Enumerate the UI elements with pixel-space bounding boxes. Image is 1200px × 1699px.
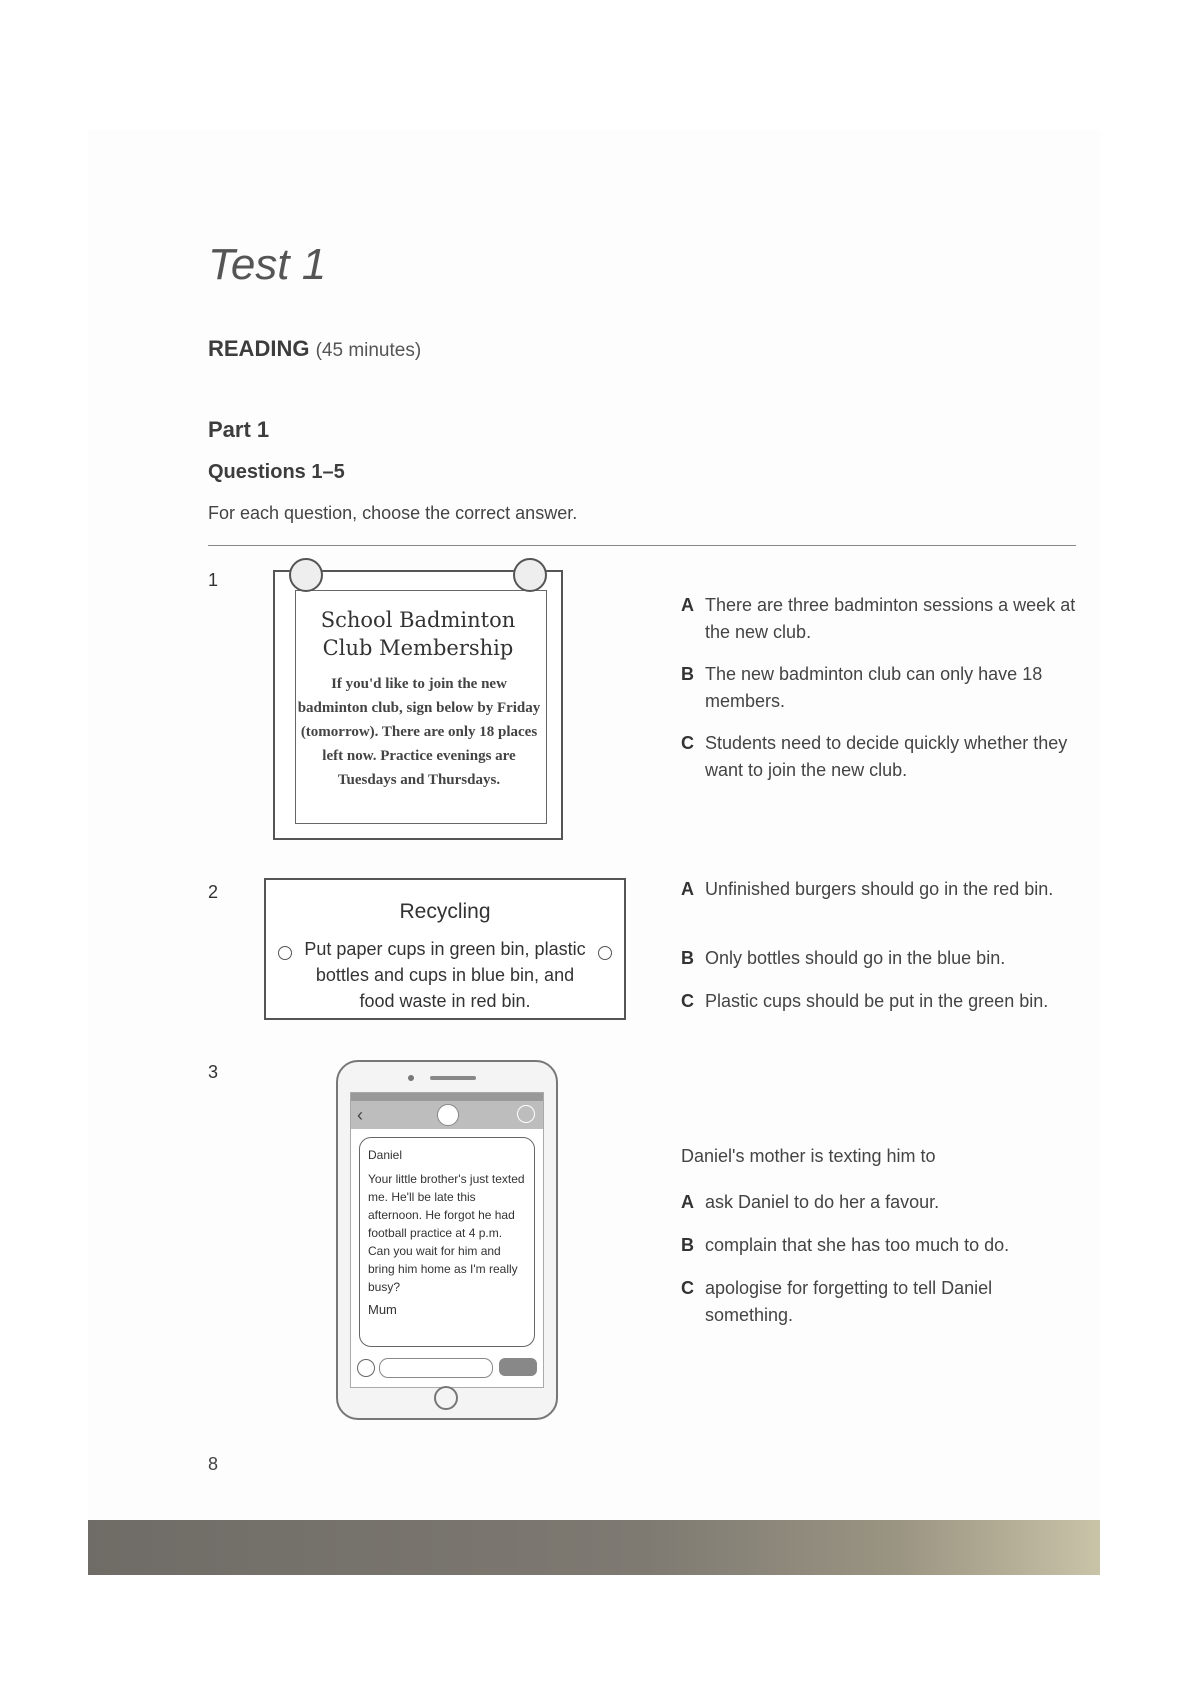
question-number: 3 <box>208 1062 219 1082</box>
option-text: There are three badminton sessions a week at the new club. <box>705 595 1076 642</box>
test-title: Test 1 <box>208 240 327 289</box>
option-letter: C <box>681 1278 694 1298</box>
notice-title <box>285 606 551 662</box>
divider <box>208 545 1076 546</box>
notice-body: Put paper cups in green bin, plastic bottles and cups in blue bin, and food waste in red bin. <box>304 939 586 1011</box>
camera-icon <box>357 1359 375 1377</box>
part-heading: Part 1 <box>208 417 270 442</box>
option-text: Plastic cups should be put in the green bin. <box>705 991 1049 1011</box>
option-text: apologise for forgetting to tell Daniel something. <box>705 1278 993 1325</box>
back-icon: ‹ <box>357 1105 363 1125</box>
option-letter: C <box>681 733 694 753</box>
message-input <box>379 1358 493 1378</box>
option-letter: A <box>681 1192 694 1212</box>
chat-header <box>351 1101 543 1129</box>
message-sender: Daniel <box>368 1148 403 1162</box>
option-text: Students need to decide quickly whether they want to join the new club. <box>705 733 1068 780</box>
send-button <box>499 1358 537 1376</box>
option-letter: C <box>681 991 694 1011</box>
pin-icon <box>513 558 547 592</box>
section-heading <box>208 336 421 362</box>
status-bar <box>351 1093 543 1101</box>
message-bubble <box>359 1137 535 1347</box>
question-number: 2 <box>208 882 219 902</box>
option-text: Unfinished burgers should go in the red bin. <box>705 879 1054 899</box>
option-text: complain that she has too much to do. <box>705 1235 1010 1255</box>
screw-icon <box>598 946 612 960</box>
option-c[interactable] <box>681 988 1081 1015</box>
option-letter: A <box>681 595 694 615</box>
info-icon <box>517 1105 535 1123</box>
section-label: READING <box>208 336 310 361</box>
questions-heading: Questions 1–5 <box>208 461 345 483</box>
option-text: The new badminton club can only have 18 members. <box>705 664 1043 711</box>
badminton-notice <box>273 570 563 840</box>
pin-icon <box>289 558 323 592</box>
screw-icon <box>278 946 292 960</box>
option-b[interactable] <box>681 661 1081 715</box>
message-input-bar <box>357 1357 537 1379</box>
instructions: For each question, choose the correct answer. <box>208 503 578 523</box>
phone-illustration <box>336 1060 558 1420</box>
phone-screen <box>350 1092 544 1388</box>
option-text: Only bottles should go in the blue bin. <box>705 948 1006 968</box>
question-number: 1 <box>208 570 219 590</box>
option-c[interactable] <box>681 1275 1081 1329</box>
recycling-sign <box>264 878 626 1020</box>
camera-icon <box>408 1075 414 1081</box>
option-letter: B <box>681 664 694 684</box>
option-a[interactable] <box>681 592 1081 646</box>
section-duration: (45 minutes) <box>315 340 422 361</box>
option-a[interactable] <box>681 876 1081 903</box>
message-signature: Mum <box>368 1302 397 1317</box>
avatar <box>437 1104 459 1126</box>
option-letter: B <box>681 948 694 968</box>
notice-title-line: School Badminton <box>320 608 516 632</box>
option-a[interactable] <box>681 1189 1081 1216</box>
home-button-icon <box>434 1386 458 1410</box>
option-letter: A <box>681 879 694 899</box>
message-text: Your little brother's just texted me. He'll be late this afternoon. He forgot he had football practice at 4 p.m. Can you wait for him and bring him home as I'm really busy? <box>368 1172 525 1294</box>
notice-title: Recycling <box>399 900 491 923</box>
option-b[interactable] <box>681 945 1081 972</box>
speaker-icon <box>430 1076 476 1080</box>
option-c[interactable] <box>681 730 1081 784</box>
page-number: 8 <box>208 1454 219 1474</box>
notice-body: If you'd like to join the new badminton club, sign below by Friday (tomorrow). There are only 18 places left now. Practice evenings are Tuesdays and Thursdays. <box>297 676 541 788</box>
option-b[interactable] <box>681 1232 1081 1259</box>
notice-title-line: Club Membership <box>322 636 514 660</box>
question-prompt: Daniel's mother is texting him to <box>681 1146 936 1166</box>
option-letter: B <box>681 1235 694 1255</box>
option-text: ask Daniel to do her a favour. <box>705 1192 940 1212</box>
footer-band <box>88 1520 1100 1575</box>
